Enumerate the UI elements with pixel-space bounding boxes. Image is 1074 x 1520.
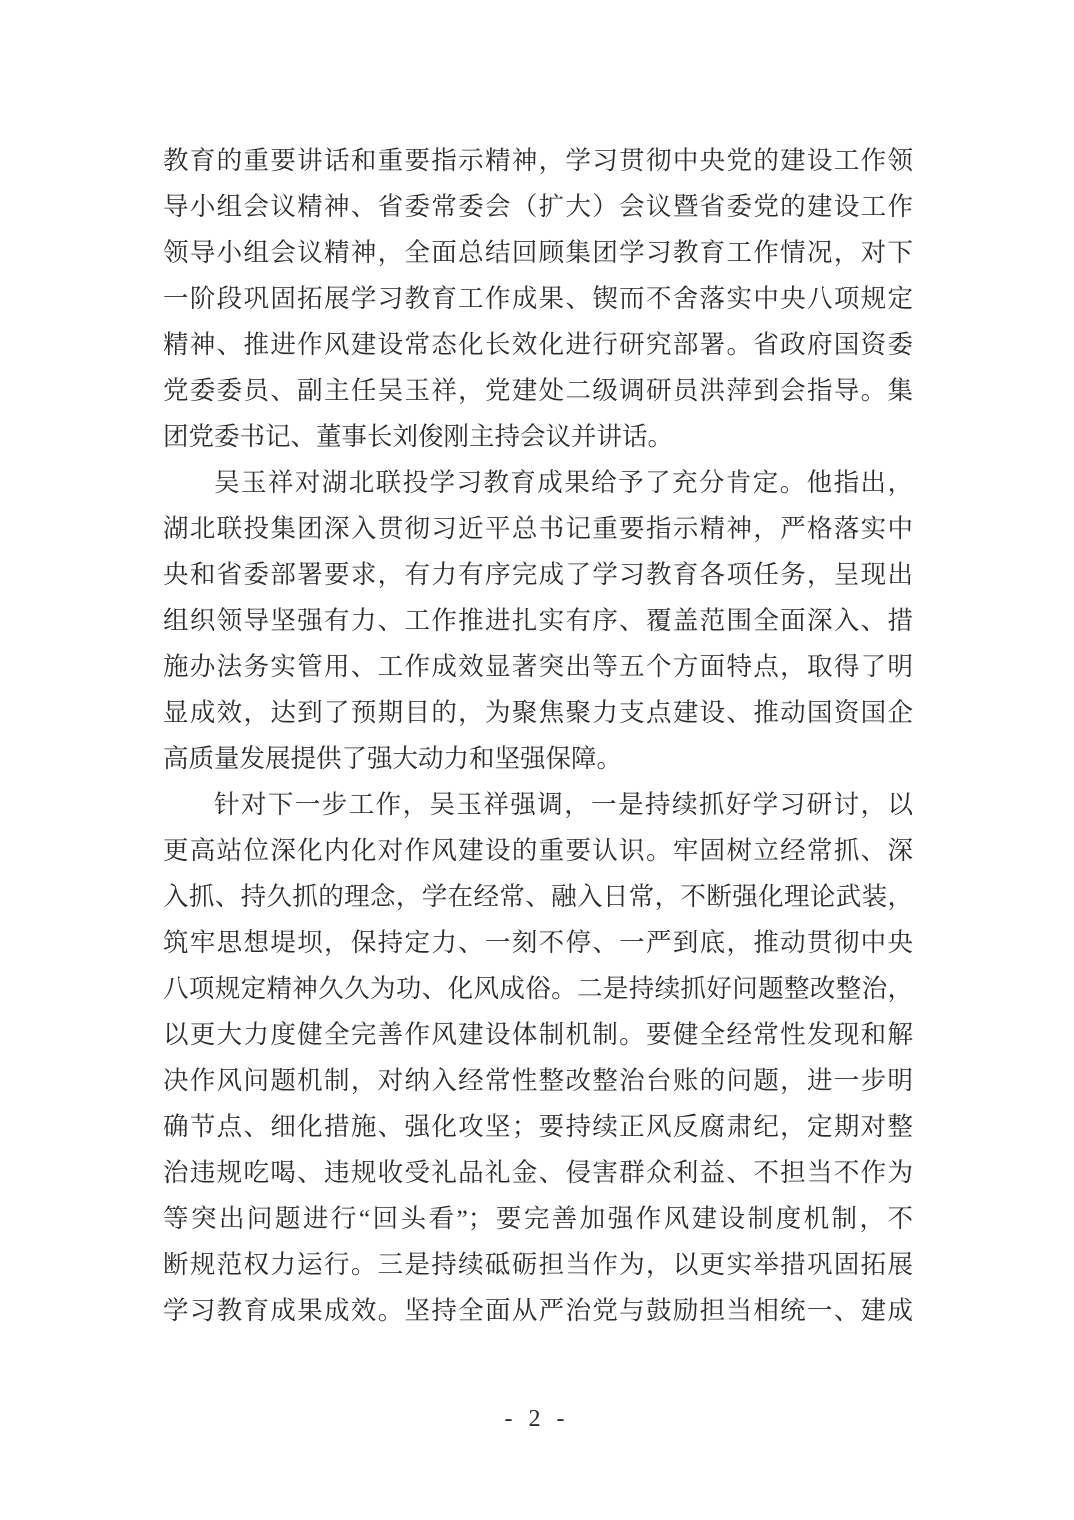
text-line: 断规范权力运行。三是持续砥砺担当作为，以更实举措巩固拓展 xyxy=(163,1250,913,1279)
text-line: 党委委员、副主任吴玉祥，党建处二级调研员洪萍到会指导。集 xyxy=(163,376,913,405)
text-line: 吴玉祥对湖北联投学习教育成果给予了充分肯定。他指出， xyxy=(214,468,913,497)
text-line: 显成效，达到了预期目的，为聚焦聚力支点建设、推动国资国企 xyxy=(163,698,913,727)
text-line: 以更大力度健全完善作风建设体制机制。要健全经常性发现和解 xyxy=(163,1020,913,1049)
text-line: 施办法务实管用、工作成效显著突出等五个方面特点，取得了明 xyxy=(163,652,913,681)
text-line: 筑牢思想堤坝，保持定力、一刻不停、一严到底，推动贯彻中央 xyxy=(163,928,913,957)
text-line: 决作风问题机制，对纳入经常性整改整治台账的问题，进一步明 xyxy=(163,1066,913,1095)
text-line: 确节点、细化措施、强化攻坚；要持续正风反腐肃纪，定期对整 xyxy=(163,1112,913,1141)
text-line: 高质量发展提供了强大动力和坚强保障。 xyxy=(163,744,623,773)
text-line: 八项规定精神久久为功、化风成俗。二是持续抓好问题整改整治， xyxy=(163,974,913,1003)
text-line: 一阶段巩固拓展学习教育工作成果、锲而不舍落实中央八项规定 xyxy=(163,284,913,313)
text-line: 更高站位深化内化对作风建设的重要认识。牢固树立经常抓、深 xyxy=(163,836,913,865)
text-line: 学习教育成果成效。坚持全面从严治党与鼓励担当相统一、建成 xyxy=(163,1296,913,1325)
page-number: - 2 - xyxy=(504,1406,570,1432)
text-line: 治违规吃喝、违规收受礼品礼金、侵害群众利益、不担当不作为 xyxy=(163,1158,913,1187)
text-line: 领导小组会议精神，全面总结回顾集团学习教育工作情况，对下 xyxy=(163,238,913,267)
text-line: 央和省委部署要求，有力有序完成了学习教育各项任务，呈现出 xyxy=(163,560,913,589)
text-line: 团党委书记、董事长刘俊刚主持会议并讲话。 xyxy=(163,422,674,451)
text-line: 导小组会议精神、省委常委会（扩大）会议暨省委党的建设工作 xyxy=(163,192,913,221)
text-line: 湖北联投集团深入贯彻习近平总书记重要指示精神，严格落实中 xyxy=(163,514,913,543)
page-footer xyxy=(0,1406,1074,1433)
text-line: 组织领导坚强有力、工作推进扎实有序、覆盖范围全面深入、措 xyxy=(163,606,913,635)
text-line: 等突出问题进行“回头看”；要完善加强作风建设制度机制，不 xyxy=(163,1204,913,1233)
text-line: 精神、推进作风建设常态化长效化进行研究部署。省政府国资委 xyxy=(163,330,913,359)
text-line: 针对下一步工作，吴玉祥强调，一是持续抓好学习研讨，以 xyxy=(214,790,913,819)
text-line: 教育的重要讲话和重要指示精神，学习贯彻中央党的建设工作领 xyxy=(163,146,913,175)
text-line: 入抓、持久抓的理念，学在经常、融入日常，不断强化理论武装， xyxy=(163,882,913,911)
document-body xyxy=(163,138,913,1334)
